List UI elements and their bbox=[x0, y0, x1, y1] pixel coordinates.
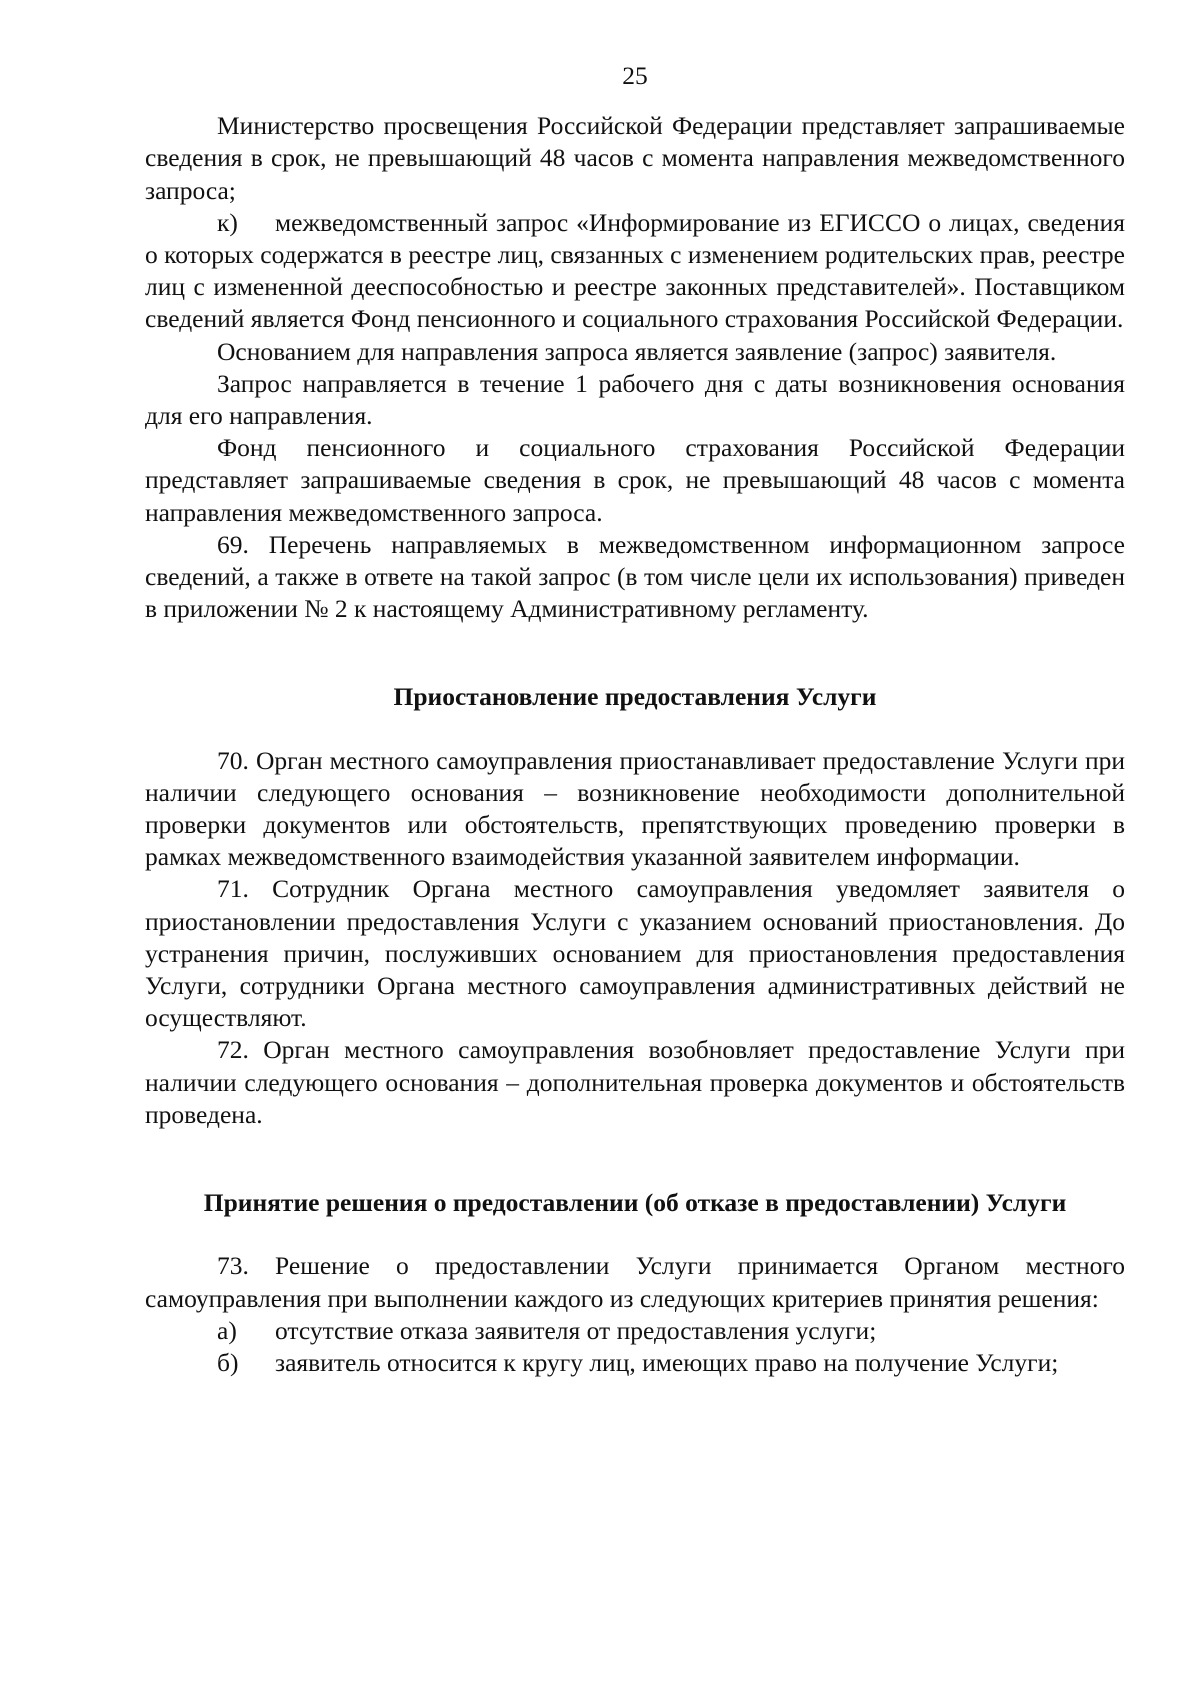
list-item-k bbox=[145, 207, 1125, 336]
paragraph-70: 70. Орган местного самоуправления приостанавливает предоставление Услуги при наличии следующего основания – возникновение необходимости дополнительной проверки документов или обстоятельств, препятствующих проведению проверки в рамках межведомственного взаимодействия указанной заявителем информации. bbox=[145, 745, 1125, 872]
section-heading-decision: Принятие решения о предоставлении (об отказе в предоставлении) Услуги bbox=[203, 1188, 1067, 1218]
page-number: 25 bbox=[622, 61, 648, 90]
list-text-b: заявитель относится к кругу лиц, имеющих право на получение Услуги; bbox=[275, 1347, 1059, 1377]
paragraph-request-timing: Запрос направляется в течение 1 рабочего дня с даты возникновения основания для его направления. bbox=[145, 368, 1125, 431]
list-marker-a: а) bbox=[217, 1315, 237, 1345]
list-text-a: отсутствие отказа заявителя от предоставления услуги; bbox=[275, 1315, 877, 1345]
list-text-k: межведомственный запрос «Информирование из ЕГИССО о лицах, сведения о которых содержатся в реестре лиц, связанных с изменением родительских прав, реестре лиц с измененной дееспособностью и реестре законных представителей». Поставщиком сведений является Фонд пенсионного и социального страхования Российской Федерации. bbox=[145, 207, 1125, 334]
paragraph-ministry: Министерство просвещения Российской Федерации представляет запрашиваемые сведения в срок, не превышающий 48 часов с момента направления межведомственного запроса; bbox=[145, 111, 1125, 205]
list-item-b bbox=[145, 1347, 1125, 1379]
list-marker-k: к) bbox=[217, 207, 238, 237]
paragraph-73: 73. Решение о предоставлении Услуги принимается Органом местного самоуправления при выполнении каждого из следующих критериев принятия решения: bbox=[145, 1251, 1125, 1313]
paragraph-72: 72. Орган местного самоуправления возобновляет предоставление Услуги при наличии следующего основания – дополнительная проверка документов и обстоятельств проведена. bbox=[145, 1035, 1125, 1129]
list-item-a bbox=[145, 1315, 1125, 1347]
paragraph-69: 69. Перечень направляемых в межведомственном информационном запросе сведений, а также в ответе на такой запрос (в том числе цели их использования) приведен в приложении № 2 к настоящему Административному регламенту. bbox=[145, 529, 1125, 624]
paragraph-71: 71. Сотрудник Органа местного самоуправления уведомляет заявителя о приостановлении предоставления Услуги с указанием оснований приостановления. До устранения причин, послуживших основанием для приостановления предоставления Услуги, сотрудники Органа местного самоуправления административных действий не осуществляют. bbox=[145, 874, 1125, 1033]
paragraph-basis: Основанием для направления запроса является заявление (запрос) заявителя. bbox=[217, 336, 1057, 366]
paragraph-fund-response: Фонд пенсионного и социального страхования Российской Федерации представляет запрашиваемые сведения в срок, не превышающий 48 часов с момента направления межведомственного запроса. bbox=[145, 433, 1125, 527]
section-heading-suspension: Приостановление предоставления Услуги bbox=[393, 682, 877, 712]
list-marker-b: б) bbox=[217, 1347, 239, 1377]
